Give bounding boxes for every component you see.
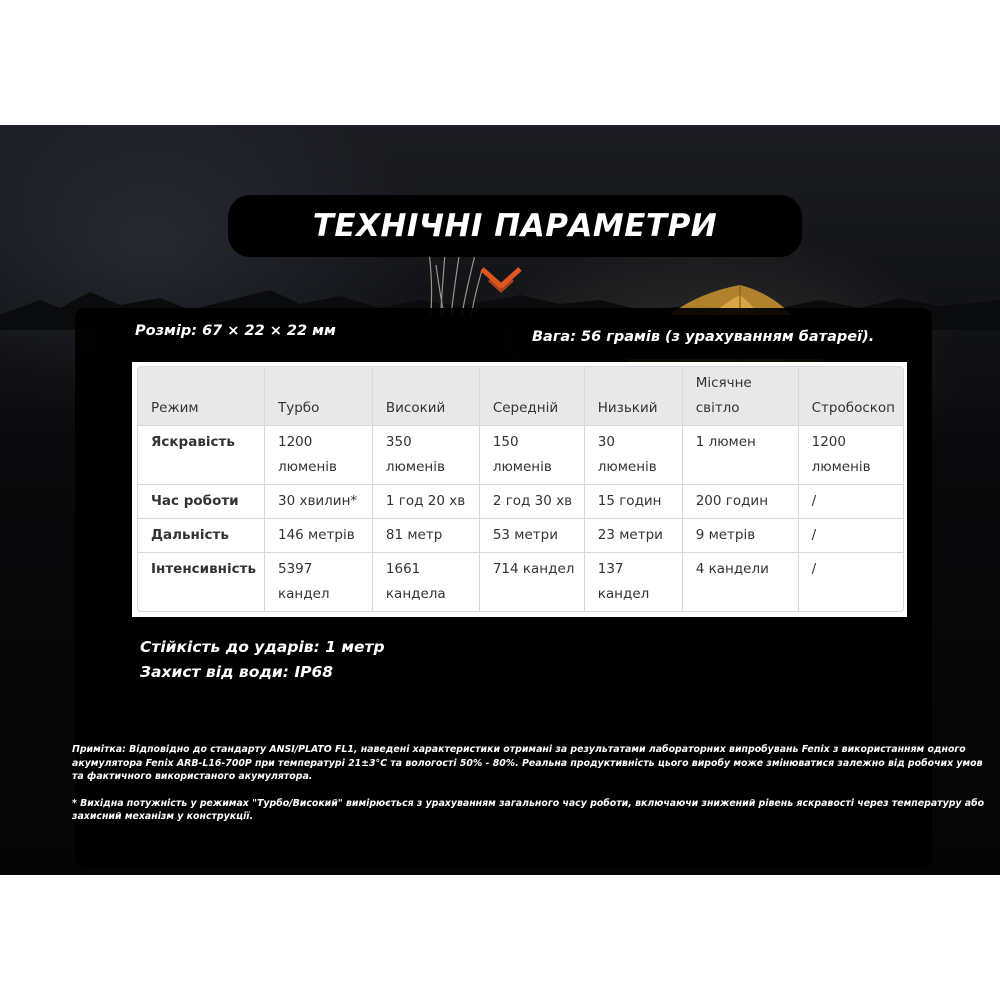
- row-label: Яскравість: [138, 426, 265, 485]
- table-cell: 2 год 30 хв: [480, 485, 585, 519]
- table-cell: 5397 кандел: [265, 553, 373, 611]
- row-label: Час роботи: [138, 485, 265, 519]
- table-row: [138, 519, 903, 553]
- table-cell: 1200 люменів: [799, 426, 903, 485]
- size-label: Розмір: 67 × 22 × 22 мм: [97, 315, 500, 357]
- table-header-row: [138, 367, 903, 426]
- table-cell: 30 хвилин*: [265, 485, 373, 519]
- spec-table: [137, 366, 904, 612]
- weight-label: Вага: 56 грамів (з урахуванням батареї).: [514, 315, 918, 359]
- header-moonlight: Місячне світло: [683, 367, 799, 426]
- table-cell: 200 годин: [683, 485, 799, 519]
- table-cell: 23 метри: [585, 519, 683, 553]
- table-cell: 714 кандел: [480, 553, 585, 611]
- header-low: Низький: [585, 367, 683, 426]
- table-cell: /: [799, 485, 903, 519]
- table-cell: 15 годин: [585, 485, 683, 519]
- header-turbo: Турбо: [265, 367, 373, 426]
- header-high: Високий: [373, 367, 480, 426]
- table-cell: 1661 кандела: [373, 553, 480, 611]
- table-cell: /: [811, 561, 817, 577]
- footnotes: [72, 743, 987, 837]
- table-cell: 137 кандел: [585, 553, 683, 611]
- table-cell: 30 люменів: [585, 426, 683, 485]
- impact-resistance: Стійкість до ударів: 1 метр: [140, 638, 385, 656]
- header-mode: Режим: [138, 367, 265, 426]
- header-medium: Середній: [480, 367, 585, 426]
- note-standard: Примітка: Відповідно до стандарту ANSI/PLATO FL1, наведені характеристики отримані за результатами лабораторних випробувань Fenix з використанням одного акумулятора Fenix ARB-L16-700P при температурі 21±3°C та вологості 50% - 80%. Реальна продуктивність цього виробу може змінюватися залежно від робочих умов та фактичного використаного акумулятора.: [72, 744, 983, 782]
- table-cell: 1 год 20 хв: [373, 485, 480, 519]
- spec-table-container: [132, 362, 907, 617]
- table-cell: 150 люменів: [480, 426, 585, 485]
- table-cell: 81 метр: [373, 519, 480, 553]
- water-protection: Захист від води: IP68: [140, 663, 334, 681]
- row-label: Інтенсивність: [138, 553, 265, 611]
- table-cell: 9 метрів: [683, 519, 799, 553]
- spec-banner: [0, 125, 1000, 875]
- table-cell: /: [799, 519, 903, 553]
- title-bar: [228, 195, 802, 257]
- page-title: ТЕХНІЧНІ ПАРАМЕТРИ: [312, 208, 718, 244]
- table-row: [138, 426, 903, 485]
- table-row: [138, 553, 903, 611]
- row-label: Дальність: [138, 519, 265, 553]
- chevron-down-icon: [479, 266, 523, 294]
- table-cell: 1 люмен: [683, 426, 799, 485]
- note-turbo: * Вихідна потужність у режимах "Турбо/Високий" вимірюється з урахуванням загального часу роботи, включаючи знижений рівень яскравості через температуру або захисний механізм у конструкції.: [72, 797, 985, 822]
- table-row: [138, 485, 903, 519]
- header-strobe: Стробоскоп: [799, 367, 903, 426]
- table-cell: 1200 люменів: [265, 426, 373, 485]
- table-cell: 350 люменів: [373, 426, 480, 485]
- extra-specs: [140, 635, 385, 685]
- table-cell: 146 метрів: [265, 519, 373, 553]
- table-cell: 53 метри: [480, 519, 585, 553]
- table-cell: 4 кандели: [683, 553, 799, 611]
